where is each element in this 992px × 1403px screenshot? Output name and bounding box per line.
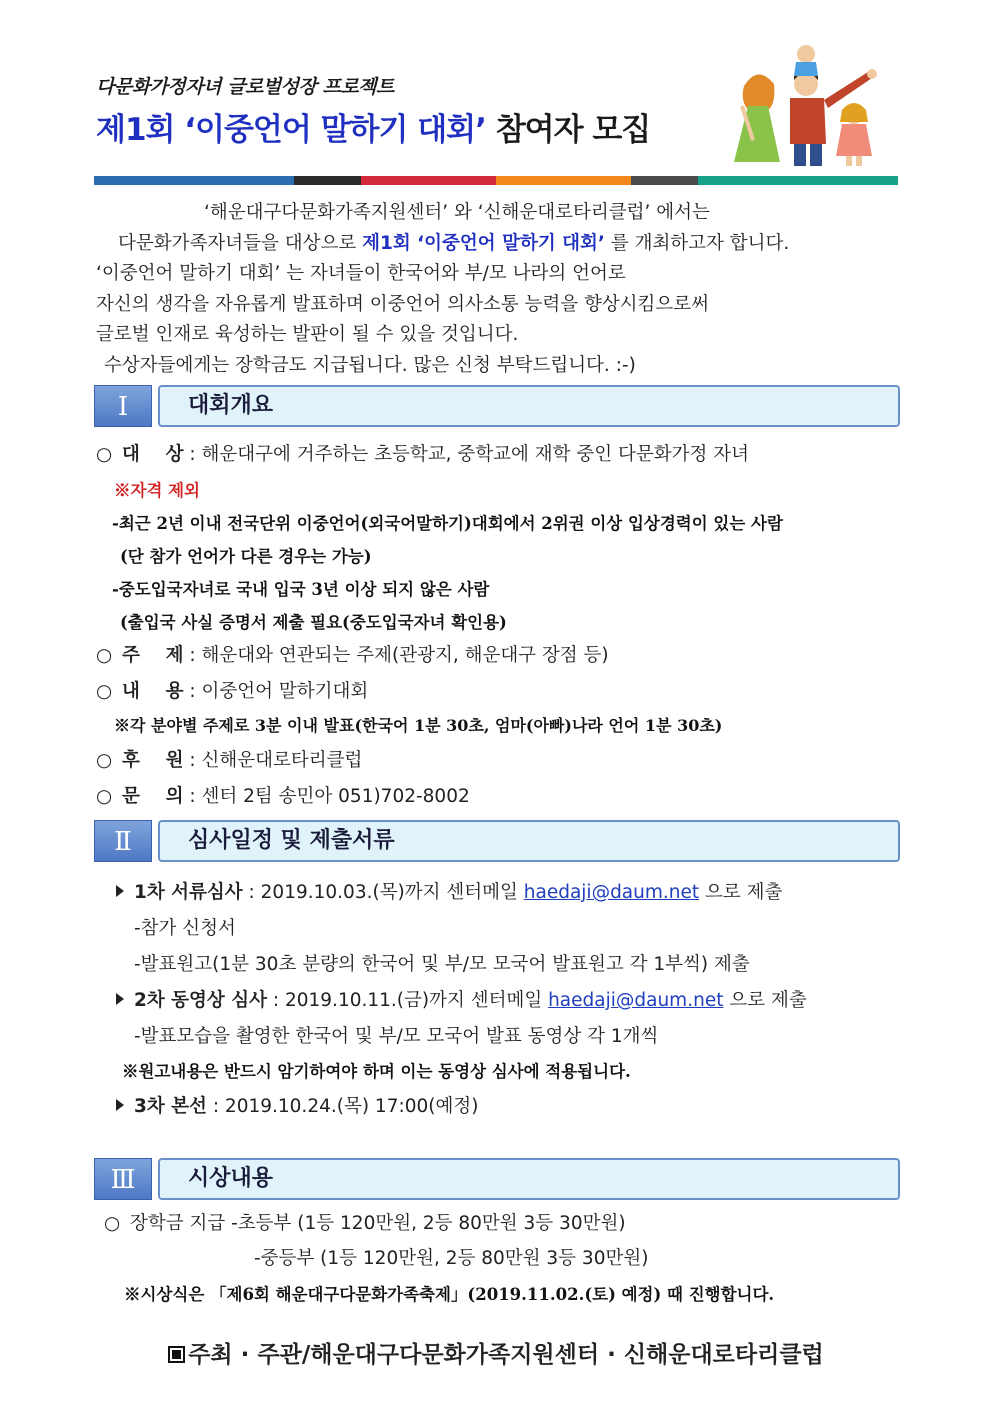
content-note: ※각 분야별 주제로 3분 이내 발표(한국어 1분 30초, 엄마(아빠)나라 언어 1분 30초) bbox=[114, 716, 723, 735]
square-bullet-icon bbox=[168, 1346, 185, 1363]
round-value: : 2019.10.11.(금)까지 센터메일 bbox=[266, 990, 549, 1011]
intro-line: ‘이중언어 말하기 대회’ 는 자녀들이 한국어와 부/모 나라의 언어로 bbox=[96, 263, 626, 284]
info-label: 내 용 bbox=[122, 681, 184, 702]
exclusion-item-note: (단 참가 언어가 다른 경우는 가능) bbox=[120, 547, 372, 566]
info-label: 대 상 bbox=[122, 444, 184, 465]
section-title: 대회개요 bbox=[158, 385, 900, 427]
intro-line: 글로벌 인재로 육성하는 발판이 될 수 있을 것입니다. bbox=[96, 324, 519, 345]
exclusion-item: -최근 2년 이내 전국단위 이중언어(외국어말하기)대회에서 2위권 이상 입상경력이 있는 사람 bbox=[112, 514, 783, 533]
triangle-bullet-icon bbox=[116, 993, 124, 1005]
footer-text: 주최 · 주관/해운대구다문화가족지원센터 · 신해운대로타리클럽 bbox=[188, 1342, 824, 1368]
footer-organizers bbox=[0, 1336, 992, 1369]
header-color-bar bbox=[94, 176, 898, 185]
schedule-round-2 bbox=[116, 986, 807, 1012]
intro-line bbox=[118, 229, 992, 260]
circle-bullet-icon: ○ bbox=[96, 444, 113, 465]
intro-line: ‘해운대구다문화가족지원센터’ 와 ‘신해운대로타리클럽’ 에서는 bbox=[204, 202, 710, 223]
info-label: 문 의 bbox=[122, 786, 184, 807]
intro-text: 다문화가족자녀들을 대상으로 bbox=[118, 232, 363, 254]
round-value: : 2019.10.24.(목) 17:00(예정) bbox=[206, 1096, 479, 1117]
intro-event-name: 제1회 ‘이중언어 말하기 대회’ bbox=[362, 232, 605, 254]
award-text: 장학금 지급 -초등부 (1등 120만원, 2등 80만원 3등 30만원) bbox=[130, 1213, 626, 1234]
section-title: 심사일정 및 제출서류 bbox=[158, 820, 900, 862]
section-title: 시상내용 bbox=[158, 1158, 900, 1200]
color-bar-segment bbox=[361, 176, 496, 185]
exclusion-item: -중도입국자녀로 국내 입국 3년 이상 되지 않은 사람 bbox=[112, 580, 490, 599]
intro-text: 를 개최하고자 합니다. bbox=[604, 232, 790, 254]
triangle-bullet-icon bbox=[116, 1099, 124, 1111]
header-title-recruit: 참여자 모집 bbox=[485, 112, 651, 148]
exclusion-item-note: (출입국 사실 증명서 제출 필요(중도입국자녀 확인용) bbox=[120, 613, 507, 632]
exclusion-title: ※자격 제외 bbox=[114, 481, 201, 500]
info-value: : 해운대구에 거주하는 초등학교, 중학교에 재학 중인 다문화가정 자녀 bbox=[183, 444, 749, 465]
round-tail: 으로 제출 bbox=[699, 882, 783, 903]
intro-line: 수상자들에게는 장학금도 지급됩니다. 많은 신청 부탁드립니다. :-) bbox=[104, 354, 636, 376]
round-value: : 2019.10.03.(목)까지 센터메일 bbox=[242, 882, 524, 903]
color-bar-segment bbox=[94, 176, 294, 185]
award-row bbox=[104, 1209, 626, 1235]
info-label: 후 원 bbox=[122, 750, 184, 771]
color-bar-segment bbox=[496, 176, 631, 185]
info-row-content bbox=[96, 677, 368, 703]
email-link[interactable]: haedaji@daum.net bbox=[523, 882, 700, 903]
color-bar-segment bbox=[631, 176, 698, 185]
header-title-event: 제1회 ‘이중언어 말하기 대회’ bbox=[96, 112, 486, 148]
info-value: : 신해운대로타리클럽 bbox=[183, 750, 363, 771]
award-row: -중등부 (1등 120만원, 2등 80만원 3등 30만원) bbox=[254, 1248, 649, 1269]
info-value: : 해운대와 연관되는 주제(관광지, 해운대구 장점 등) bbox=[183, 645, 609, 666]
circle-bullet-icon: ○ bbox=[96, 786, 113, 807]
circle-bullet-icon: ○ bbox=[104, 1213, 121, 1234]
section-number: Ⅲ bbox=[94, 1158, 152, 1200]
section-header-overview bbox=[94, 385, 900, 427]
info-row-sponsor bbox=[96, 746, 362, 772]
round-tail: 으로 제출 bbox=[723, 990, 807, 1011]
section-number: Ⅱ bbox=[94, 820, 152, 862]
info-row-contact bbox=[96, 782, 470, 808]
award-ceremony-note: ※시상식은 「제6회 해운대구다문화가족축제」(2019.11.02.(토) 예정) 때 진행합니다. bbox=[124, 1285, 775, 1304]
memorize-note: ※원고내용은 반드시 암기하여야 하며 이는 동영상 심사에 적용됩니다. bbox=[122, 1062, 631, 1081]
color-bar-segment bbox=[698, 176, 898, 185]
circle-bullet-icon: ○ bbox=[96, 645, 113, 666]
intro-line: 자신의 생각을 자유롭게 발표하며 이중언어 의사소통 능력을 향상시킴으로써 bbox=[96, 293, 710, 315]
info-row-theme bbox=[96, 641, 609, 667]
info-row-target bbox=[96, 440, 749, 466]
info-label: 주 제 bbox=[122, 645, 184, 666]
info-value: : 이중언어 말하기대회 bbox=[183, 681, 369, 702]
schedule-round-3 bbox=[116, 1092, 478, 1118]
round-item: -발표모습을 촬영한 한국어 및 부/모 모국어 발표 동영상 각 1개씩 bbox=[134, 1026, 659, 1047]
email-link[interactable]: haedaji@daum.net bbox=[548, 990, 724, 1011]
round-label: 2차 동영상 심사 bbox=[134, 990, 267, 1011]
round-label: 3차 본선 bbox=[134, 1096, 207, 1117]
header-title bbox=[96, 104, 650, 149]
round-item: -참가 신청서 bbox=[134, 918, 236, 939]
section-header-schedule bbox=[94, 820, 900, 862]
color-bar-segment bbox=[294, 176, 361, 185]
circle-bullet-icon: ○ bbox=[96, 750, 113, 771]
header-subtitle: 다문화가정자녀 글로벌성장 프로젝트 bbox=[96, 76, 394, 98]
family-illustration bbox=[728, 40, 898, 168]
section-number: Ⅰ bbox=[94, 385, 152, 427]
circle-bullet-icon: ○ bbox=[96, 681, 113, 702]
schedule-round-1 bbox=[116, 878, 782, 904]
intro-paragraph bbox=[0, 198, 992, 381]
round-item: -발표원고(1분 30초 분량의 한국어 및 부/모 모국어 발표원고 각 1부씩) 제출 bbox=[134, 954, 750, 975]
round-label: 1차 서류심사 bbox=[134, 882, 243, 903]
section-header-awards bbox=[94, 1158, 900, 1200]
info-value: : 센터 2팀 송민아 051)702-8002 bbox=[183, 786, 470, 807]
triangle-bullet-icon bbox=[116, 885, 124, 897]
